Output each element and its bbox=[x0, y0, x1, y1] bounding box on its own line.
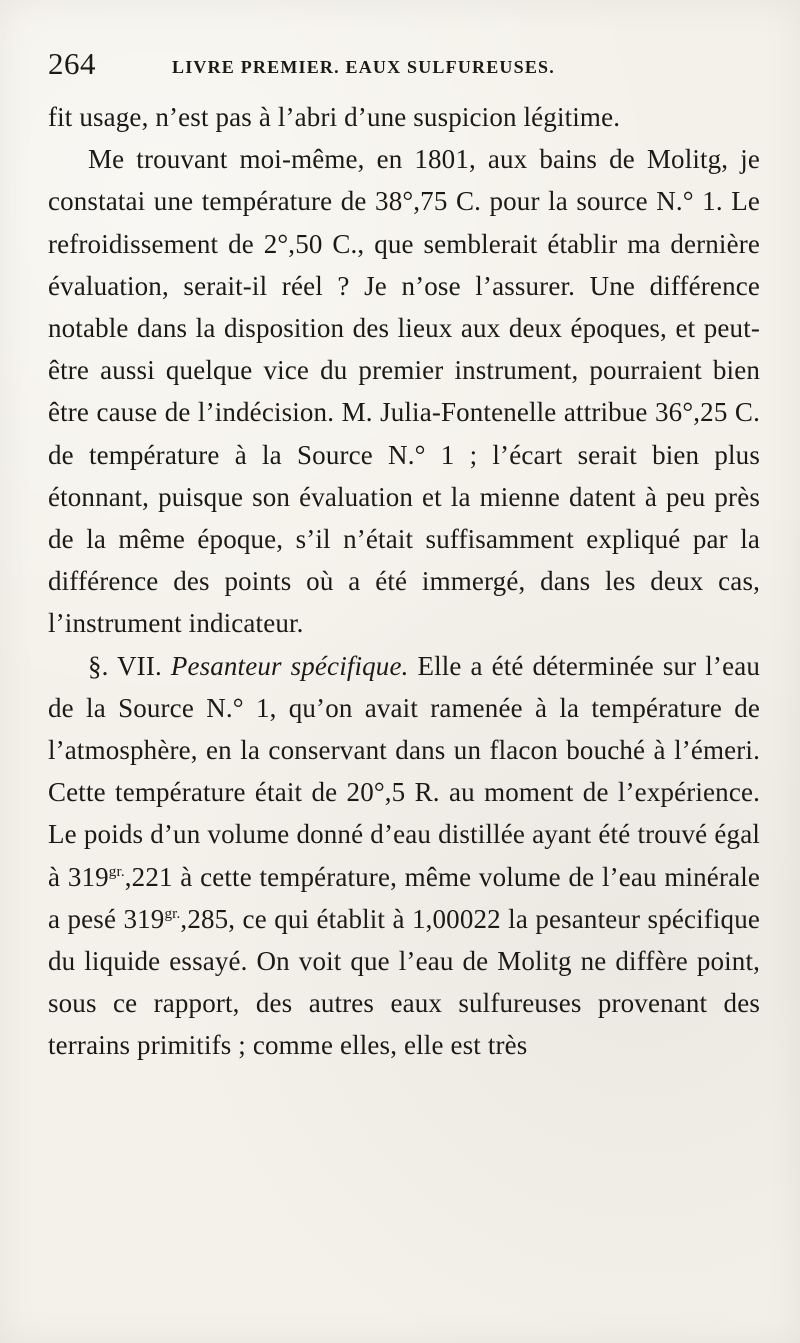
paragraph-continuation: fit usage, n’est pas à l’abri d’une suspicion légitime. bbox=[48, 102, 621, 132]
running-head: LIVRE PREMIER. EAUX SULFUREUSES. bbox=[172, 57, 555, 77]
section-text-part-2: ,221 à cette température, même volume de l’eau minérale a pesé 319 bbox=[48, 861, 761, 934]
page-text bbox=[48, 96, 760, 1067]
section-label: §. VII. bbox=[88, 650, 162, 681]
weight-unit-superscript-2: gr. bbox=[164, 905, 181, 922]
section-title: Pesanteur spécifique. bbox=[170, 650, 409, 681]
paragraph-temperature: Me trouvant moi-même, en 1801, aux bains de Molitg, je constatai une température de 38°,75 C. pour la source N.° 1. Le refroidissement de 2°,50 C., que semblerait établir ma dernière évaluation, serait-il réel ? Je n’ose l’assurer. Une différence notable dans la disposition des lieux aux deux époques, et peut-être aussi quelque vice du premier instrument, pourraient bien être cause de l’indécision. M. Julia-Fontenelle attribue 36°,25 C. de température à la Source N.° 1 ; l’écart serait bien plus étonnant, puisque son évaluation et la mienne datent à peu près de la même époque, s’il n’était suffisamment expliqué par la différence des points où a été immergé, dans les deux cas, l’instrument indicateur. bbox=[48, 144, 760, 639]
section-text-part-1: Elle a été déterminée sur l’eau de la Source N.° 1, qu’on avait ramenée à la température de l’atmosphère, en la conservant dans un flacon bouché à l’émeri. Cette température était de 20°,5 R. au moment de l’expérience. Le poids d’un volume donné d’eau distillée ayant été trouvé égal à 319 bbox=[48, 650, 760, 892]
paragraph-specific-gravity bbox=[48, 645, 760, 1067]
page-number: 264 bbox=[48, 46, 96, 81]
page-header bbox=[48, 40, 760, 82]
section-text-part-3: ,285, ce qui établit à 1,00022 la pesanteur spécifique du liquide essayé. On voit que l’eau de Molitg ne diffère point, sous ce rapport, des autres eaux sulfureuses provenant des terrains primitifs ; comme elles, elle est très bbox=[48, 903, 760, 1061]
weight-unit-superscript-1: gr. bbox=[108, 863, 125, 880]
